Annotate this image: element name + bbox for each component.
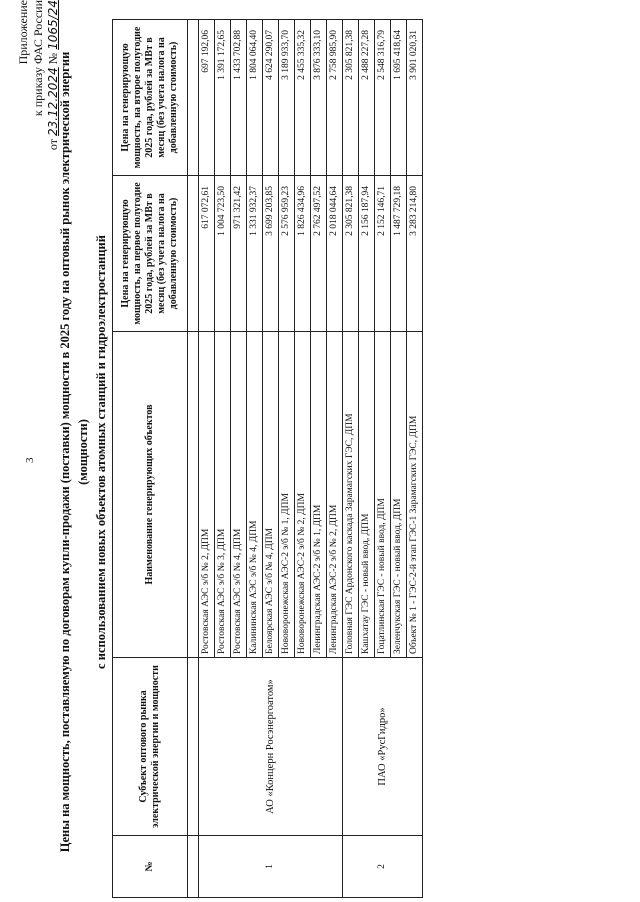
price-h2: 3 901 020,31 xyxy=(407,20,423,176)
object-name: Ростовская АЭС э/б № 2, ДПМ xyxy=(199,332,215,658)
price-h1: 2 156 187,94 xyxy=(359,176,375,332)
price-h1: 2 152 146,71 xyxy=(375,176,391,332)
object-name: Ростовская АЭС э/б № 3, ДПМ xyxy=(215,332,231,658)
table-row xyxy=(199,20,215,898)
handwritten-date: 23.12.2024 xyxy=(46,67,60,137)
group-number: 2 xyxy=(343,836,423,898)
table-row xyxy=(343,20,359,898)
price-h1: 2 576 959,23 xyxy=(279,176,295,332)
object-name: Объект № 1 - ГЭС-2-й этап ГЭС-1 Зарамагских ГЭС, ДПМ xyxy=(407,332,423,658)
appendix-number-prefix: № xyxy=(46,52,60,65)
object-name: Кашхатау ГЭС - новый ввод, ДПМ xyxy=(359,332,375,658)
object-name: Нововоронежская АЭС-2 э/б № 1, ДПМ xyxy=(279,332,295,658)
header-object: Наименование генерирующих объектов xyxy=(113,332,188,658)
appendix-date-prefix: от xyxy=(46,139,60,151)
price-h1: 2 762 497,52 xyxy=(311,176,327,332)
object-name: Ростовская АЭС э/б № 4, ДПМ xyxy=(231,332,247,658)
object-name: Зеленчукская ГЭС - новый ввод, ДПМ xyxy=(391,332,407,658)
price-h1: 617 072,61 xyxy=(199,176,215,332)
price-h2: 2 758 985,90 xyxy=(327,20,343,176)
price-h2: 2 488 227,28 xyxy=(359,20,375,176)
price-h2: 2 455 335,32 xyxy=(295,20,311,176)
header-subject: Субъект оптового рынка электрической энергии и мощности xyxy=(113,658,188,836)
price-h2: 2 305 821,38 xyxy=(343,20,359,176)
object-name: Гоцатлинская ГЭС - новый ввод, ДПМ xyxy=(375,332,391,658)
appendix-block xyxy=(16,0,61,190)
object-name: Нововоронежская АЭС-2 э/б № 2, ДПМ xyxy=(295,332,311,658)
price-h1: 1 004 723,50 xyxy=(215,176,231,332)
header-price-h1: Цена на генерирующую мощность, на первое полугодие 2025 года, рублей за МВт в месяц (без учета налога на добавленную стоимость) xyxy=(113,176,188,332)
price-h1: 1 331 932,37 xyxy=(247,176,263,332)
price-h1: 1 487 729,18 xyxy=(391,176,407,332)
price-h1: 2 018 044,64 xyxy=(327,176,343,332)
title-line-2: с использованием новых объектов атомных станций и гидроэлектростанций xyxy=(94,235,108,669)
subject-name: АО «Концерн Росэнергоатом» xyxy=(199,658,343,836)
object-name: Ленинградская АЭС-2 э/б № 2, ДПМ xyxy=(327,332,343,658)
price-h2: 1 695 418,64 xyxy=(391,20,407,176)
object-name: Белоярская АЭС э/б № 4, ДПМ xyxy=(263,332,279,658)
table-body xyxy=(199,20,423,898)
table-header-spacer-row xyxy=(188,20,199,898)
price-h2: 3 189 933,70 xyxy=(279,20,295,176)
price-h1: 1 826 434,96 xyxy=(295,176,311,332)
price-h2: 2 548 316,79 xyxy=(375,20,391,176)
subject-name: ПАО «РусГидро» xyxy=(343,658,423,836)
price-h2: 1 804 064,40 xyxy=(247,20,263,176)
header-num: № xyxy=(113,836,188,898)
price-h2: 4 624 290,07 xyxy=(263,20,279,176)
object-name: Ленинградская АЭС-2 э/б № 1, ДПМ xyxy=(311,332,327,658)
appendix-line-1: Приложение xyxy=(16,0,30,65)
handwritten-order-number: 1065/24 xyxy=(46,0,60,50)
price-h2: 697 192,06 xyxy=(199,20,215,176)
title-line-1: Цены на мощность, поставляемую по договорам купли-продажи (поставки) мощности в 2025 году на оптовый рынок электрической энергии (мощности) xyxy=(58,51,90,853)
header-price-h2: Цена на генерирующую мощность, на второе полугодие 2025 года, рублей за МВт в месяц (без учета налога на добавленную стоимость) xyxy=(113,20,188,176)
price-h2: 3 876 333,10 xyxy=(311,20,327,176)
object-name: Головная ГЭС Ардонского каскада Зарамагских ГЭС, ДПМ xyxy=(343,332,359,658)
price-h1: 3 283 214,80 xyxy=(407,176,423,332)
price-table xyxy=(112,19,423,898)
price-h1: 2 305 821,38 xyxy=(343,176,359,332)
price-h1: 3 699 203,85 xyxy=(263,176,279,332)
appendix-line-2: к приказу ФАС России xyxy=(31,0,45,117)
object-name: Калининская АЭС э/б № 4, ДПМ xyxy=(247,332,263,658)
group-number: 1 xyxy=(199,836,343,898)
price-h2: 1 391 172,65 xyxy=(215,20,231,176)
document-title xyxy=(56,22,110,882)
price-h1: 971 321,42 xyxy=(231,176,247,332)
table-header-row xyxy=(113,20,188,898)
price-h2: 1 433 702,88 xyxy=(231,20,247,176)
page-number: 3 xyxy=(24,457,36,463)
